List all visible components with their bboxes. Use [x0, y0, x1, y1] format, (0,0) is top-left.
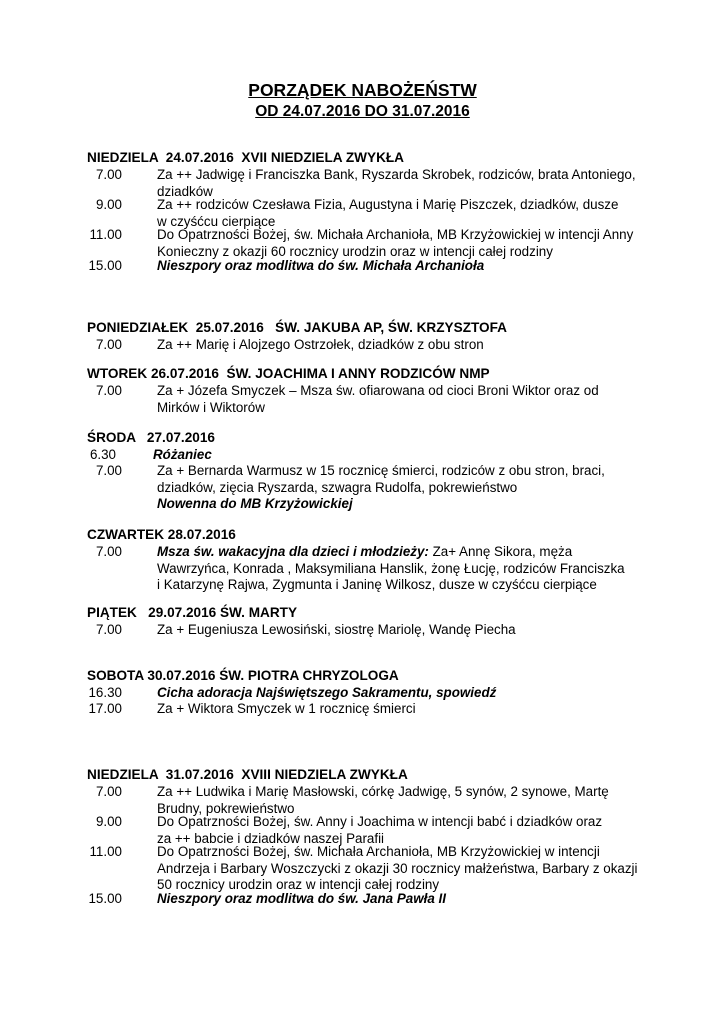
mass-intention: Za + Wiktora Smyczek w 1 rocznicę śmierci — [157, 701, 416, 716]
mass-time: 7.00 — [95, 463, 122, 478]
mass-time: 6.30 — [89, 447, 116, 462]
mass-time: 7.00 — [95, 167, 122, 182]
mass-intention: Za + Józefa Smyczek – Msza św. ofiarowana od cioci Broni Wiktor oraz od Mirków i Wiktorów — [157, 383, 599, 415]
mass-intention: Do Opatrzności Bożej, św. Anny i Joachima w intencji babć i dziadków oraz za ++ babcie i dziadków naszej Parafii — [157, 814, 603, 846]
mass-time: 7.00 — [95, 544, 122, 559]
day-header: CZWARTEK 28.07.2016 — [87, 527, 236, 542]
mass-time: 15.00 — [88, 258, 122, 273]
mass-time: 7.00 — [95, 337, 122, 352]
mass-time: 11.00 — [89, 844, 122, 859]
day-header: ŚRODA 27.07.2016 — [87, 430, 215, 445]
mass-intention: Za + Bernarda Warmusz w 15 rocznicę śmierci, rodziców z obu stron, braci, dziadków, zięcia Ryszarda, szwagra Rudolfa, pokrewieństwo — [157, 463, 605, 495]
mass-intention: Do Opatrzności Bożej, św. Michała Archanioła, MB Krzyżowickiej w intencji Andrzeja i Barbary Woszczycki z okazji 30 rocznicy małżeństwa, Barbary z okazji 50 rocznicy urodzin oraz w intencji całej rodziny — [157, 844, 638, 892]
mass-intention: Nieszpory oraz modlitwa do św. Jana Pawła II — [157, 891, 446, 906]
page-title: PORZĄDEK NABOŻEŃSTW — [248, 80, 477, 100]
day-header: NIEDZIELA 31.07.2016 XVIII NIEDZIELA ZWYKŁA — [87, 767, 408, 782]
mass-time: 11.00 — [89, 227, 122, 242]
mass-intention: Nieszpory oraz modlitwa do św. Michała Archanioła — [157, 258, 485, 273]
day-header: SOBOTA 30.07.2016 ŚW. PIOTRA CHRYZOLOGA — [87, 668, 399, 683]
mass-intention: Za ++ Jadwigę i Franciszka Bank, Ryszarda Skrobek, rodziców, brata Antoniego, dziadków — [157, 167, 636, 199]
day-header: NIEDZIELA 24.07.2016 XVII NIEDZIELA ZWYKŁA — [87, 150, 405, 165]
mass-time: 16.30 — [88, 685, 122, 700]
mass-time: 17.00 — [88, 701, 122, 716]
mass-intention-lead: Msza św. wakacyjna dla dzieci i młodzieży: — [157, 544, 429, 559]
mass-intention: Nowenna do MB Krzyżowickiej — [157, 496, 353, 511]
day-header: PIĄTEK 29.07.2016 ŚW. MARTY — [87, 605, 298, 620]
mass-intention-text: Za+ Annę Sikora, męża Wawrzyńca, Konrada , Maksymiliana Hanslik, żonę Łucję, rodziców Franciszka i Katarzynę Rajwa, Zygmunta i Janinę Wilkosz, dusze w czyśćcu cierpiące — [157, 544, 625, 592]
mass-intention: Różaniec — [153, 447, 212, 462]
mass-intention: Za ++ Marię i Alojzego Ostrzołek, dziadków z obu stron — [157, 337, 484, 352]
mass-intention — [157, 544, 657, 594]
mass-time: 15.00 — [88, 891, 122, 906]
page-subtitle: OD 24.07.2016 DO 31.07.2016 — [255, 103, 470, 120]
mass-intention: Za ++ rodziców Czesława Fizia, Augustyna i Marię Piszczek, dziadków, dusze w czyśćcu cierpiące — [157, 197, 619, 229]
mass-time: 7.00 — [95, 784, 122, 799]
mass-intention: Za ++ Ludwika i Marię Masłowski, córkę Jadwigę, 5 synów, 2 synowe, Martę Brudny, pokrewieństwo — [157, 784, 609, 816]
mass-time: 7.00 — [95, 383, 122, 398]
mass-time: 7.00 — [95, 622, 122, 637]
mass-intention: Cicha adoracja Najświętszego Sakramentu, spowiedź — [157, 685, 497, 700]
mass-intention: Do Opatrzności Bożej, św. Michała Archanioła, MB Krzyżowickiej w intencji Anny Konieczny z okazji 60 rocznicy urodzin oraz w intencji całej rodziny — [157, 227, 634, 259]
day-header: PONIEDZIAŁEK 25.07.2016 ŚW. JAKUBA AP, ŚW. KRZYSZTOFA — [87, 320, 507, 335]
mass-time: 9.00 — [95, 197, 122, 212]
day-header: WTOREK 26.07.2016 ŚW. JOACHIMA I ANNY RODZICÓW NMP — [87, 366, 490, 381]
mass-intention: Za + Eugeniusza Lewosiński, siostrę Mariolę, Wandę Piecha — [157, 622, 516, 637]
mass-time: 9.00 — [95, 814, 122, 829]
